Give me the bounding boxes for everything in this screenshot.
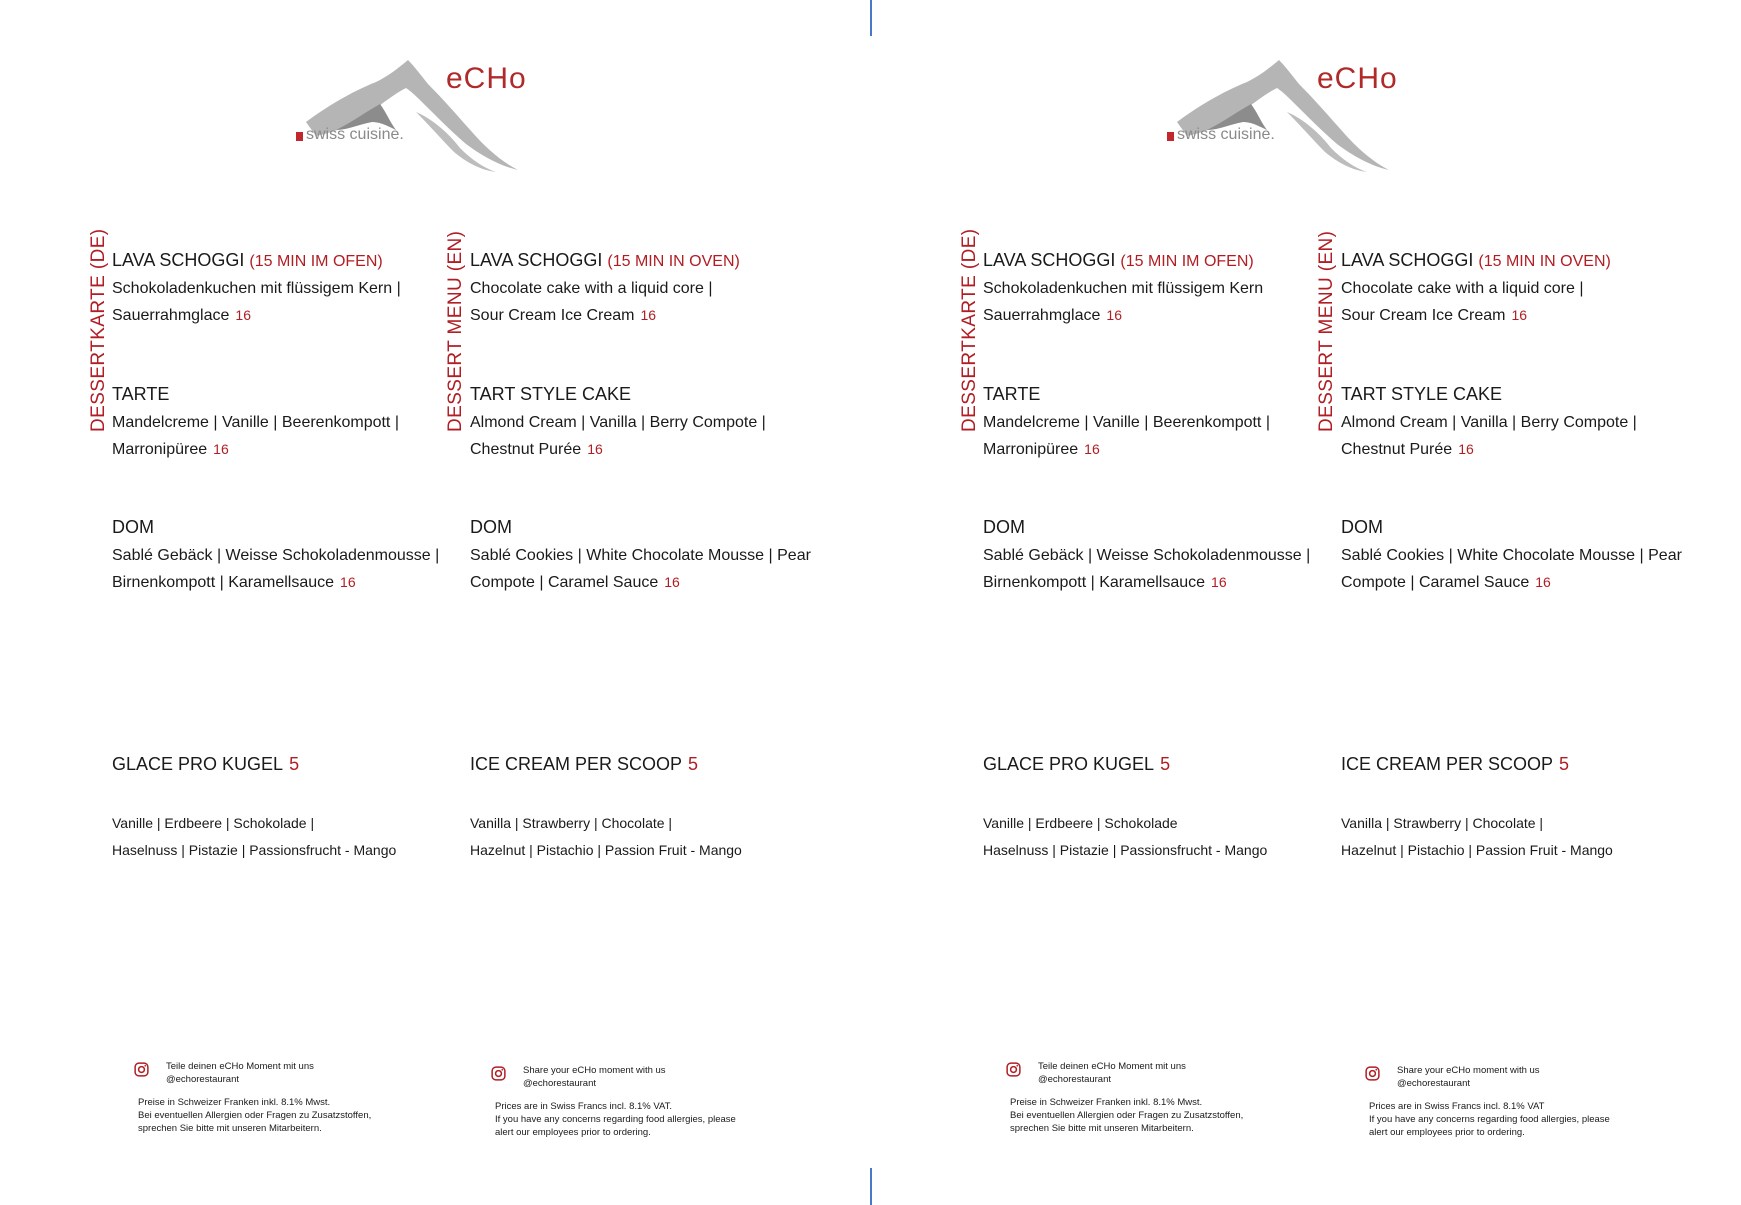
instagram-handle: @echorestaurant xyxy=(1038,1074,1112,1085)
item-desc-line2: Sour Cream Ice Cream xyxy=(1341,307,1506,324)
echo-logo xyxy=(296,52,562,172)
item-description xyxy=(983,409,1353,463)
footer-en xyxy=(1365,1064,1665,1154)
menu-card-right xyxy=(871,0,1741,1205)
instagram-icon xyxy=(1365,1066,1380,1081)
item-desc-line1: Sablé Gebäck | Weisse Schokoladenmousse | xyxy=(983,547,1311,564)
note-line2: Bei eventuellen Allergien oder Fragen zu Zusatzstoffen, xyxy=(138,1110,372,1121)
item-desc-line1: Mandelcreme | Vanille | Beerenkompott | xyxy=(112,414,399,431)
ice-cream-title-en xyxy=(1341,754,1569,775)
item-note: (15 MIN IM OFEN) xyxy=(249,253,383,270)
ice-title-text: ICE CREAM PER SCOOP xyxy=(1341,754,1554,774)
item-description xyxy=(112,542,482,596)
item-description xyxy=(470,275,840,329)
logo-brand-text: eCHo xyxy=(446,62,527,95)
menu-item-de-2 xyxy=(112,381,482,463)
item-title: TARTE xyxy=(112,384,170,404)
item-title: LAVA SCHOGGI xyxy=(470,250,603,270)
ice-cream-flavors-de xyxy=(983,810,1267,864)
ice-price: 5 xyxy=(1559,754,1570,774)
share-line: Share your eCHo moment with us xyxy=(523,1065,666,1076)
item-title: DOM xyxy=(112,517,154,537)
share-text xyxy=(166,1060,314,1086)
item-title: TART STYLE CAKE xyxy=(1341,384,1503,404)
price-allergy-notes xyxy=(1369,1100,1610,1139)
note-line2: If you have any concerns regarding food allergies, please xyxy=(1369,1114,1610,1125)
ice-title-text: ICE CREAM PER SCOOP xyxy=(470,754,683,774)
item-description xyxy=(1341,409,1711,463)
price-allergy-notes xyxy=(138,1096,371,1135)
share-line: Teile deinen eCHo Moment mit uns xyxy=(1038,1061,1186,1072)
menu-item-de-1 xyxy=(983,247,1353,329)
item-desc-line2: Sauerrahmglace xyxy=(112,307,230,324)
item-price: 16 xyxy=(1511,307,1528,323)
note-line2: If you have any concerns regarding food allergies, please xyxy=(495,1114,736,1125)
share-line: Share your eCHo moment with us xyxy=(1397,1065,1540,1076)
note-line3: alert our employees prior to ordering. xyxy=(495,1127,651,1138)
instagram-icon xyxy=(491,1066,506,1081)
footer-de xyxy=(1006,1060,1306,1150)
item-price: 16 xyxy=(640,307,657,323)
instagram-handle: @echorestaurant xyxy=(1397,1078,1471,1089)
share-text xyxy=(1397,1064,1540,1090)
ice-flavors-line2: Hazelnut | Pistachio | Passion Fruit - Mango xyxy=(470,842,742,858)
note-line3: alert our employees prior to ordering. xyxy=(1369,1127,1525,1138)
side-label-en-text: DESSERT MENU (EN) xyxy=(1316,230,1337,432)
share-text xyxy=(1038,1060,1186,1086)
item-desc-line1: Chocolate cake with a liquid core | xyxy=(1341,280,1584,297)
item-description xyxy=(112,409,482,463)
item-description xyxy=(470,409,840,463)
item-description xyxy=(112,275,482,329)
item-desc-line2: Birnenkompott | Karamellsauce xyxy=(983,574,1206,591)
item-price: 16 xyxy=(1106,307,1122,323)
ice-title-text: GLACE PRO KUGEL xyxy=(983,754,1155,774)
ice-title-text: GLACE PRO KUGEL xyxy=(112,754,284,774)
item-description xyxy=(470,542,840,596)
item-price: 16 xyxy=(1084,441,1100,457)
menu-item-de-3 xyxy=(112,514,482,596)
menu-card-left xyxy=(0,0,870,1205)
note-line1: Preise in Schweizer Franken inkl. 8.1% Mwst. xyxy=(1010,1097,1203,1108)
item-desc-line2: Sour Cream Ice Cream xyxy=(470,307,635,324)
item-desc-line1: Schokoladenkuchen mit flüssigem Kern | xyxy=(112,280,401,297)
logo-brand-text: eCHo xyxy=(1317,62,1398,95)
item-desc-line1: Sablé Cookies | White Chocolate Mousse | Pear xyxy=(470,547,811,564)
item-desc-line2: Birnenkompott | Karamellsauce xyxy=(112,574,335,591)
item-price: 16 xyxy=(1458,441,1474,457)
ice-flavors-line1: Vanilla | Strawberry | Chocolate | xyxy=(470,815,673,831)
item-title: DOM xyxy=(1341,517,1383,537)
item-title: LAVA SCHOGGI xyxy=(1341,250,1474,270)
ice-flavors-line2: Haselnuss | Pistazie | Passionsfrucht - Mango xyxy=(112,842,397,858)
share-text xyxy=(523,1064,666,1090)
item-price: 16 xyxy=(340,574,356,590)
item-desc-line2: Sauerrahmglace xyxy=(983,307,1101,324)
side-label-en-text: DESSERT MENU (EN) xyxy=(445,230,466,432)
note-line1: Preise in Schweizer Franken inkl. 8.1% Mwst. xyxy=(138,1097,331,1108)
item-price: 16 xyxy=(664,574,680,590)
logo-tagline: swiss cuisine. xyxy=(1177,126,1275,143)
item-desc-line2: Marronipüree xyxy=(983,441,1079,458)
item-price: 16 xyxy=(587,441,603,457)
item-desc-line1: Almond Cream | Vanilla | Berry Compote | xyxy=(470,414,766,431)
note-line1: Prices are in Swiss Francs incl. 8.1% VAT. xyxy=(495,1101,673,1112)
logo-tagline: swiss cuisine. xyxy=(306,126,404,143)
instagram-icon xyxy=(1006,1062,1021,1077)
footer-en xyxy=(491,1064,791,1154)
menu-item-en-3 xyxy=(470,514,840,596)
item-title: LAVA SCHOGGI xyxy=(112,250,245,270)
ice-cream-flavors-en xyxy=(1341,810,1613,864)
ice-flavors-line2: Haselnuss | Pistazie | Passionsfrucht - Mango xyxy=(983,842,1268,858)
item-price: 16 xyxy=(213,441,229,457)
menu-item-de-3 xyxy=(983,514,1353,596)
item-desc-line2: Compote | Caramel Sauce xyxy=(1341,574,1530,591)
item-note: (15 MIN IM OFEN) xyxy=(1120,253,1254,270)
instagram-handle: @echorestaurant xyxy=(166,1074,240,1085)
menu-item-en-2 xyxy=(1341,381,1711,463)
item-description xyxy=(1341,275,1711,329)
menu-item-en-2 xyxy=(470,381,840,463)
note-line3: sprechen Sie bitte mit unseren Mitarbeitern. xyxy=(138,1123,322,1134)
item-desc-line1: Chocolate cake with a liquid core | xyxy=(470,280,713,297)
ice-cream-flavors-en xyxy=(470,810,742,864)
side-label-de-text: DESSERTKARTE (DE) xyxy=(959,228,980,432)
note-line2: Bei eventuellen Allergien oder Fragen zu Zusatzstoffen, xyxy=(1010,1110,1244,1121)
ice-cream-flavors-de xyxy=(112,810,396,864)
item-title: DOM xyxy=(470,517,512,537)
menu-item-de-1 xyxy=(112,247,482,329)
item-desc-line2: Compote | Caramel Sauce xyxy=(470,574,659,591)
item-price: 16 xyxy=(1535,574,1551,590)
item-description xyxy=(1341,542,1711,596)
ice-cream-title-en xyxy=(470,754,698,775)
item-desc-line1: Mandelcreme | Vanille | Beerenkompott | xyxy=(983,414,1270,431)
menu-item-en-1 xyxy=(1341,247,1711,329)
item-price: 16 xyxy=(235,307,251,323)
side-label-de-text: DESSERTKARTE (DE) xyxy=(88,228,109,432)
item-title: LAVA SCHOGGI xyxy=(983,250,1116,270)
ice-price: 5 xyxy=(289,754,300,774)
menu-item-en-1 xyxy=(470,247,840,329)
share-line: Teile deinen eCHo Moment mit uns xyxy=(166,1061,314,1072)
price-allergy-notes xyxy=(1010,1096,1243,1135)
swiss-flag-icon xyxy=(296,132,303,141)
ice-price: 5 xyxy=(688,754,699,774)
ice-flavors-line2: Hazelnut | Pistachio | Passion Fruit - Mango xyxy=(1341,842,1613,858)
item-desc-line1: Sablé Cookies | White Chocolate Mousse | Pear xyxy=(1341,547,1682,564)
item-desc-line1: Schokoladenkuchen mit flüssigem Kern xyxy=(983,280,1264,297)
item-desc-line2: Marronipüree xyxy=(112,441,208,458)
item-desc-line2: Chestnut Purée xyxy=(1341,441,1453,458)
item-price: 16 xyxy=(1211,574,1227,590)
note-line1: Prices are in Swiss Francs incl. 8.1% VAT xyxy=(1369,1101,1545,1112)
note-line3: sprechen Sie bitte mit unseren Mitarbeitern. xyxy=(1010,1123,1194,1134)
item-description xyxy=(983,275,1353,329)
footer-de xyxy=(134,1060,434,1150)
item-note: (15 MIN IN OVEN) xyxy=(1478,253,1611,270)
item-desc-line1: Almond Cream | Vanilla | Berry Compote | xyxy=(1341,414,1637,431)
ice-cream-title-de xyxy=(983,754,1170,775)
instagram-handle: @echorestaurant xyxy=(523,1078,597,1089)
menu-item-en-3 xyxy=(1341,514,1711,596)
ice-flavors-line1: Vanille | Erdbeere | Schokolade xyxy=(983,815,1178,831)
swiss-flag-icon xyxy=(1167,132,1174,141)
ice-price: 5 xyxy=(1160,754,1171,774)
echo-logo xyxy=(1167,52,1433,172)
item-desc-line1: Sablé Gebäck | Weisse Schokoladenmousse | xyxy=(112,547,440,564)
price-allergy-notes xyxy=(495,1100,736,1139)
item-description xyxy=(983,542,1353,596)
item-note: (15 MIN IN OVEN) xyxy=(607,253,740,270)
item-title: TARTE xyxy=(983,384,1041,404)
ice-flavors-line1: Vanille | Erdbeere | Schokolade | xyxy=(112,815,315,831)
instagram-icon xyxy=(134,1062,149,1077)
item-title: DOM xyxy=(983,517,1025,537)
ice-flavors-line1: Vanilla | Strawberry | Chocolate | xyxy=(1341,815,1544,831)
ice-cream-title-de xyxy=(112,754,299,775)
menu-item-de-2 xyxy=(983,381,1353,463)
item-title: TART STYLE CAKE xyxy=(470,384,632,404)
item-desc-line2: Chestnut Purée xyxy=(470,441,582,458)
